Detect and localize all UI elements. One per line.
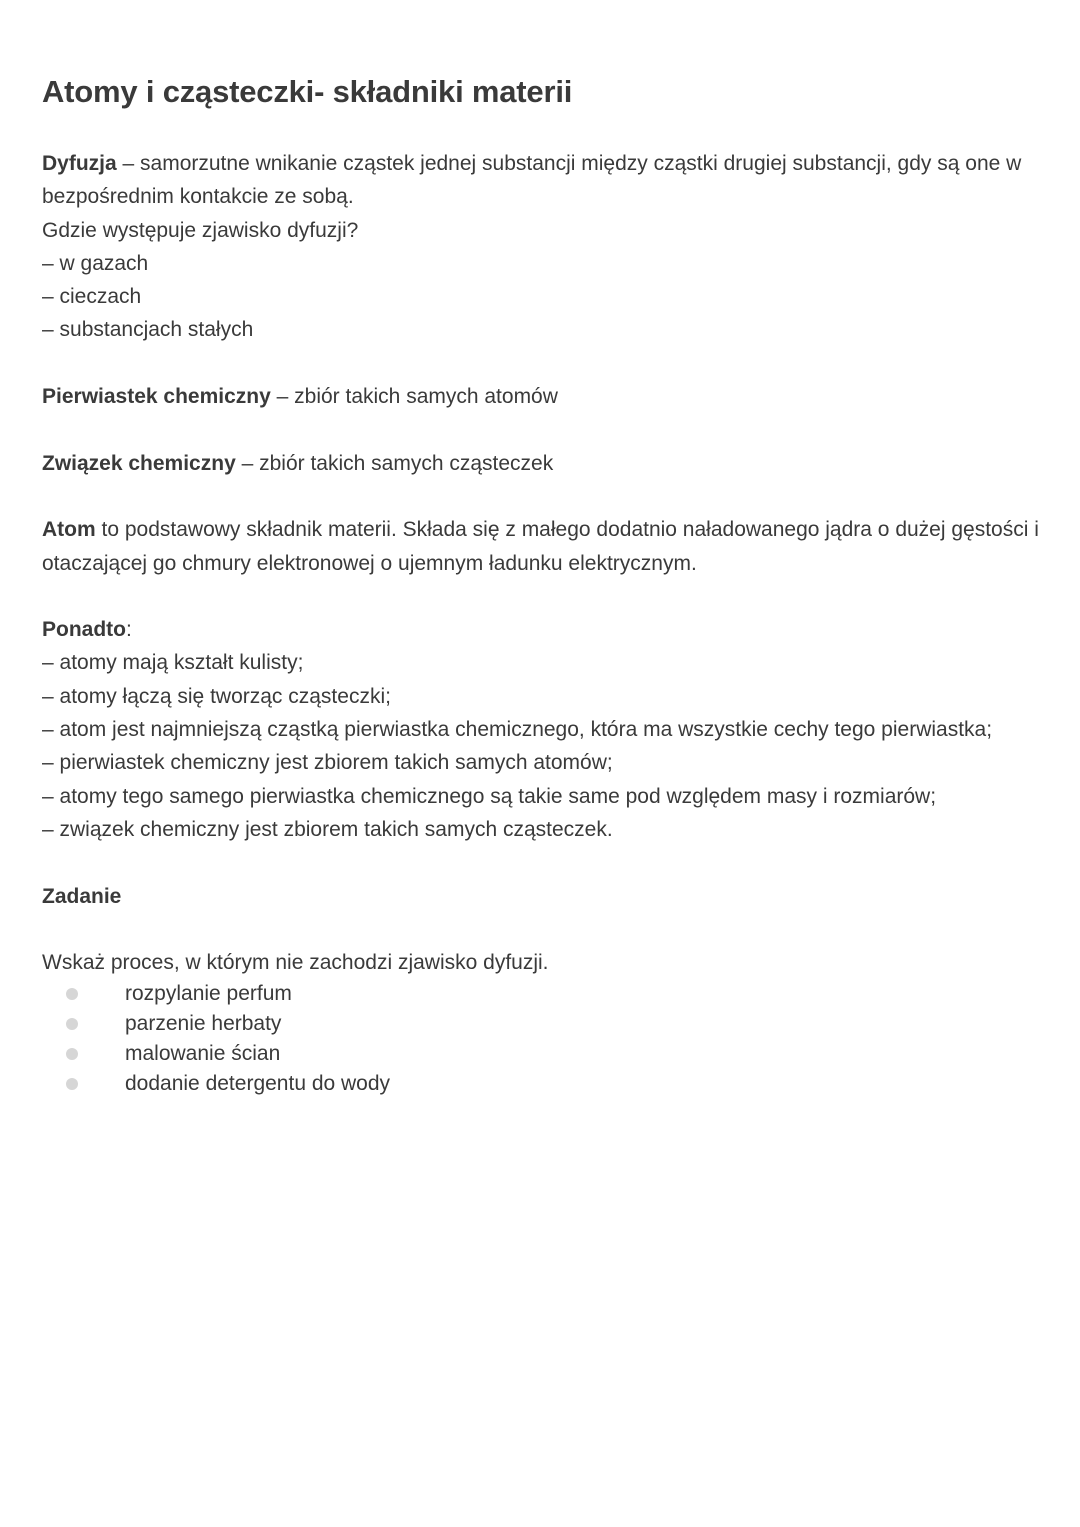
compound-definition: Związek chemiczny – zbiór takich samych cząsteczek xyxy=(42,451,554,475)
task-heading: Zadanie xyxy=(42,884,122,908)
list-item: – atom jest najmniejszą cząstką pierwiastka chemicznego, która ma wszystkie cechy tego pierwiastka; xyxy=(42,718,993,742)
list-item: – związek chemiczny jest zbiorem takich samych cząsteczek. xyxy=(42,817,613,841)
bullet-icon xyxy=(66,988,78,1000)
list-item: – atomy łączą się tworząc cząsteczki; xyxy=(42,684,391,708)
list-item: – pierwiastek chemiczny jest zbiorem takich samych atomów; xyxy=(42,751,613,775)
diffusion-question: Gdzie występuje zjawisko dyfuzji? xyxy=(42,218,359,242)
term: Dyfuzja xyxy=(42,152,117,175)
atom-definition: Atom to podstawowy składnik materii. Składa się z małego dodatnio naładowanego jądra o dużej gęstości i otaczającej go chmury elektronowej o ujemnym ładunku elektrycznym. xyxy=(42,518,1039,575)
bullet-icon xyxy=(66,1078,78,1090)
list-item: – substancjach stałych xyxy=(42,318,254,342)
list-item: parzenie herbaty xyxy=(42,1009,1052,1039)
task-options xyxy=(42,979,1052,1098)
element-definition: Pierwiastek chemiczny – zbiór takich samych atomów xyxy=(42,385,558,409)
bullet-icon xyxy=(66,1048,78,1060)
list-item: – atomy mają kształt kulisty; xyxy=(42,651,304,675)
bullet-icon xyxy=(66,1018,78,1030)
page-title: Atomy i cząsteczki- składniki materii xyxy=(42,74,573,109)
moreover-heading: Ponadto: xyxy=(42,618,132,642)
list-item: malowanie ścian xyxy=(42,1039,1052,1069)
list-item: rozpylanie perfum xyxy=(42,979,1052,1009)
task-question: Wskaż proces, w którym nie zachodzi zjawisko dyfuzji. xyxy=(42,951,549,975)
list-item: dodanie detergentu do wody xyxy=(42,1069,1052,1099)
list-item: – w gazach xyxy=(42,251,149,275)
diffusion-definition: Dyfuzja – samorzutne wnikanie cząstek jednej substancji między cząstki drugiej substancji, gdy są one w bezpośrednim kontakcie ze sobą. xyxy=(42,152,1022,209)
list-item: – atomy tego samego pierwiastka chemicznego są takie same pod względem masy i rozmiarów; xyxy=(42,784,937,808)
document-body xyxy=(42,147,1052,1098)
list-item: – cieczach xyxy=(42,285,142,309)
